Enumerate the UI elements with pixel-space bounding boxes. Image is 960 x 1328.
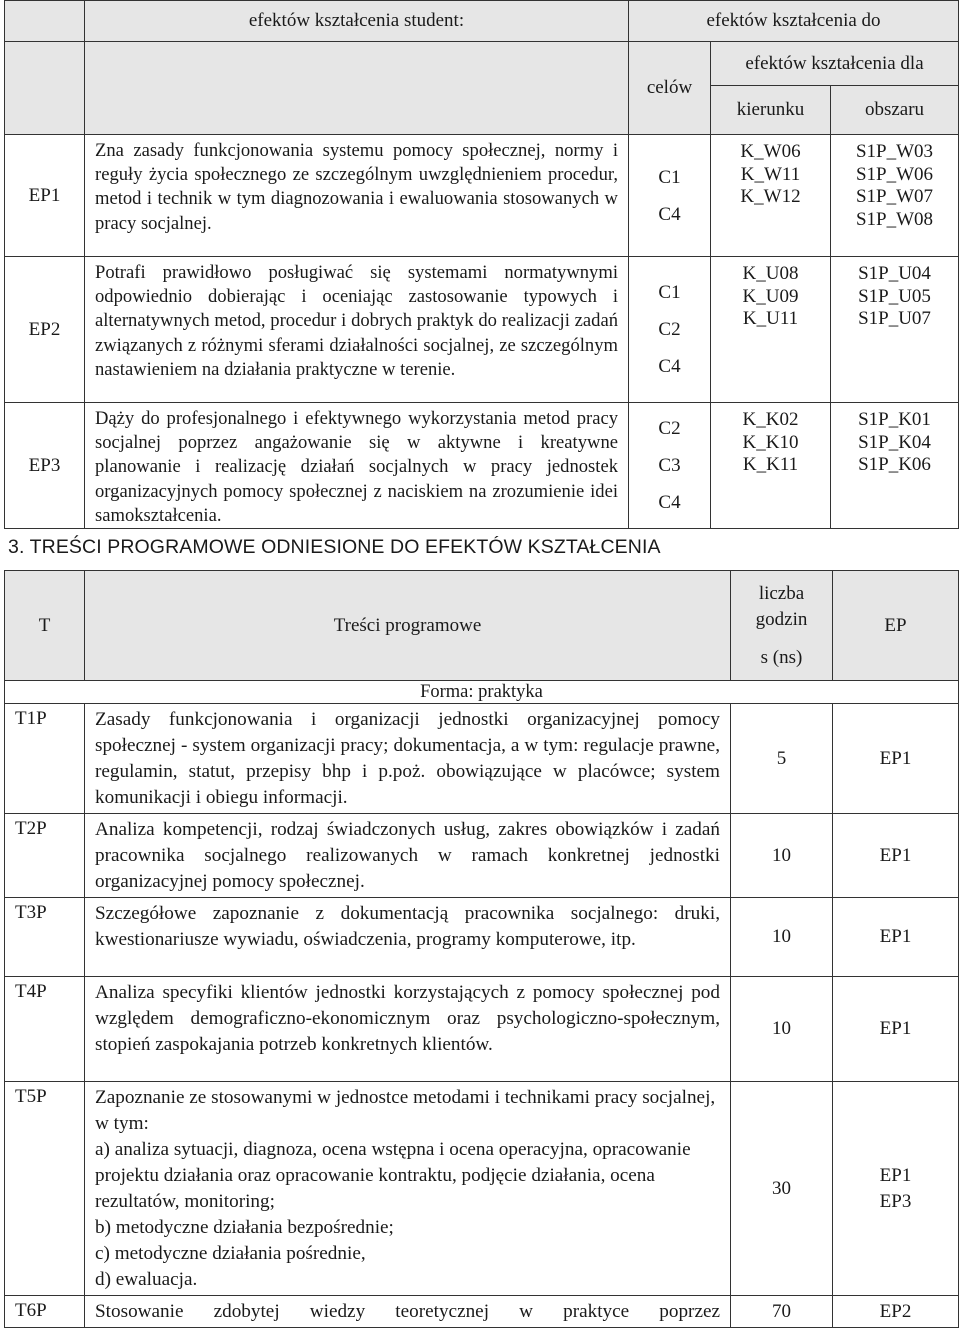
goal-code: C4 [658, 356, 681, 377]
outcome-area-codes [831, 257, 959, 403]
topic-text: Stosowanie zdobytej wiedzy teoretycznej w praktyce poprzez [85, 1296, 731, 1328]
outcome-direction-codes [711, 135, 831, 257]
topic-hours: 70 [731, 1296, 833, 1328]
header-blank [5, 1, 85, 42]
area-code: S1P_K06 [858, 454, 931, 475]
goal-code: C4 [658, 203, 681, 225]
topic-code: T1P [5, 704, 85, 814]
topic-hours: 10 [731, 814, 833, 898]
goal-code: C4 [658, 492, 681, 513]
topic-code: T4P [5, 977, 85, 1082]
goal-code: C1 [658, 166, 681, 188]
topic-hours: 30 [731, 1082, 833, 1296]
program-content-table [4, 570, 959, 1328]
header-blank-3 [85, 42, 629, 135]
direction-code: K_U11 [742, 308, 799, 329]
outcome-description: Potrafi prawidłowo posługiwać się systemami normatywnymi odpowiednio dobierając i oceniając zastosowanie typowych i alternatywnych metod, procedur i dobrych praktyk do realizacji zadań związanych z różnymi sferami działalności socjalnej, ze szczególnym nastawieniem na działania praktyczne w terenie. [85, 257, 629, 403]
topic-line: c) metodyczne działania pośrednie, [95, 1243, 366, 1264]
direction-code: K_W11 [740, 163, 801, 185]
header-goals: celów [629, 42, 711, 135]
outcome-goals [629, 403, 711, 529]
direction-code: K_U09 [742, 285, 799, 307]
area-code: S1P_U05 [858, 285, 931, 307]
topic-text: Zasady funkcjonowania i organizacji jednostki organizacyjnej pomocy społecznej - system organizacji pracy; dokumentacja, a w tym: regulacje prawne, regulamin, statut, przepisy bhp i p.poż. obowiązujące w placówce; system komunikacji i obiegu informacji. [85, 704, 731, 814]
goal-code: C1 [658, 282, 681, 303]
header-hours [731, 571, 833, 681]
topic-ep: EP1 [833, 814, 959, 898]
header-direction: kierunku [711, 86, 831, 135]
outcome-code: EP3 [5, 403, 85, 529]
topic-ep [833, 1082, 959, 1296]
goal-code: C3 [658, 455, 681, 476]
goal-code: C2 [658, 418, 681, 439]
outcome-code: EP1 [5, 135, 85, 257]
outcome-code: EP2 [5, 257, 85, 403]
topic-line: a) analiza sytuacji, diagnoza, ocena wstępna i ocena operacyjna, opracowanie projektu działania oraz opracowanie kontraktu, podjęcie działania, ocena rezultatów, monitoring; [95, 1139, 691, 1212]
outcome-goals [629, 257, 711, 403]
topic-ep: EP1 [833, 704, 959, 814]
area-code: S1P_U04 [858, 263, 931, 284]
header-ep: EP [833, 571, 959, 681]
topic-code: T2P [5, 814, 85, 898]
direction-code: K_U08 [742, 263, 799, 284]
area-code: S1P_W08 [855, 208, 934, 230]
topic-line: b) metodyczne działania bezpośrednie; [95, 1217, 394, 1238]
area-code: S1P_K01 [858, 409, 931, 430]
header-hours-line: godzin [755, 608, 808, 630]
outcome-area-codes [831, 403, 959, 529]
area-code: S1P_W06 [855, 163, 934, 185]
topic-line: Zapoznanie ze stosowanymi w jednostce metodami i technikami pracy socjalnej, w tym: [95, 1087, 716, 1134]
area-code: S1P_W07 [855, 186, 934, 207]
outcome-direction-codes [711, 403, 831, 529]
direction-code: K_K11 [742, 454, 799, 475]
goal-code: C2 [658, 319, 681, 340]
area-code: S1P_U07 [858, 308, 931, 329]
topic-text [85, 1082, 731, 1296]
form-label: Forma: praktyka [5, 681, 959, 704]
direction-code: K_W12 [740, 186, 801, 207]
header-t: T [5, 571, 85, 681]
section-title: 3. TREŚCI PROGRAMOWE ODNIESIONE DO EFEKTÓW KSZTAŁCENIA [8, 536, 661, 558]
topic-code: T6P [5, 1296, 85, 1328]
topic-text: Analiza specyfiki klientów jednostki korzystających z pomocy społecznej pod względem demograficzno-ekonomicznym oraz psychologiczno-społecznym, stopień zaspokajania potrzeb konkretnych klientów. [85, 977, 731, 1082]
outcome-description: Dąży do profesjonalnego i efektywnego wykorzystania metod pracy socjalnej poprzez angażowanie się w aktywne i kreatywne planowanie i realizację działań socjalnych w pracy jednostek organizacyjnych pomocy społecznej z naciskiem na zrozumienie idei samokształcenia. [85, 403, 629, 529]
topic-text: Analiza kompetencji, rodzaj świadczonych usług, zakres obowiązków i zadań pracownika socjalnego realizowanych w ramach konkretnej jednostki organizacyjnej pomocy społecznej. [85, 814, 731, 898]
topic-ep: EP1 [833, 898, 959, 977]
topic-text: Szczegółowe zapoznanie z dokumentacją pracownika socjalnego: druki, kwestionariusze wywiadu, oświadczenia, programy komputerowe, itp. [85, 898, 731, 977]
topic-ep-code: EP1 [879, 1164, 912, 1186]
direction-code: K_K10 [742, 431, 799, 453]
header-student-effects: efektów kształcenia student: [85, 1, 629, 42]
outcome-description: Zna zasady funkcjonowania systemu pomocy społecznej, normy i reguły życia społecznego ze szczególnym uwzględnieniem procedur, metod i technik w tym diagnozowania i ewaluowania stosowanych w pracy socjalnej. [85, 135, 629, 257]
area-code: S1P_K04 [858, 431, 931, 453]
topic-ep-code: EP3 [879, 1190, 912, 1212]
header-blank-2 [5, 42, 85, 135]
outcome-area-codes [831, 135, 959, 257]
topic-ep: EP1 [833, 977, 959, 1082]
learning-outcomes-table [4, 0, 959, 529]
topic-hours: 10 [731, 898, 833, 977]
direction-code: K_K02 [742, 409, 799, 430]
topic-hours: 10 [731, 977, 833, 1082]
header-area: obszaru [831, 86, 959, 135]
topic-hours: 5 [731, 704, 833, 814]
header-effects-to: efektów kształcenia do [629, 1, 959, 42]
header-hours-line: liczba [758, 582, 805, 604]
area-code: S1P_W03 [855, 141, 934, 162]
outcome-direction-codes [711, 257, 831, 403]
direction-code: K_W06 [740, 141, 801, 162]
topic-code: T5P [5, 1082, 85, 1296]
topic-line: d) ewaluacja. [95, 1269, 198, 1290]
topic-ep: EP2 [833, 1296, 959, 1328]
outcome-goals [629, 135, 711, 257]
header-hours-line: s (ns) [760, 646, 803, 668]
topic-code: T3P [5, 898, 85, 977]
header-content: Treści programowe [85, 571, 731, 681]
header-effects-for: efektów kształcenia dla [711, 42, 959, 86]
